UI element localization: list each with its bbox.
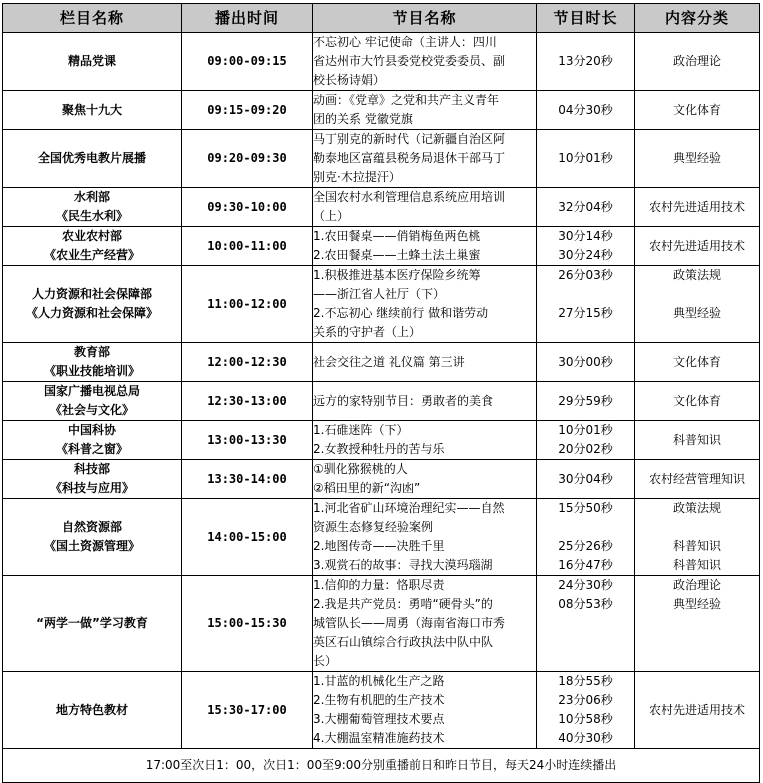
category-cell-line: 农村经营管理知识 — [648, 471, 745, 486]
column-name-cell-line: 《人力资源和社会保障》 — [25, 306, 158, 320]
category-cell — [635, 672, 760, 749]
column-name-cell — [3, 576, 182, 672]
category-cell — [635, 130, 760, 188]
program-title-cell-line: 马丁别克的新时代（记新疆自治区阿 — [313, 132, 506, 146]
duration-cell-line — [537, 614, 634, 633]
table-row — [3, 91, 760, 130]
duration-cell-line: 08分53秒 — [558, 597, 613, 611]
table-row — [3, 130, 760, 188]
table-row — [3, 460, 760, 499]
table-row — [3, 33, 760, 91]
category-cell — [635, 343, 760, 382]
duration-cell — [537, 33, 635, 91]
program-title-cell-line: 4.大棚温室精准施药技术 — [313, 731, 445, 745]
column-name-cell-line: 水利部 — [73, 190, 110, 204]
category-cell-line: 政策法规 — [672, 501, 721, 515]
column-name-cell — [3, 499, 182, 576]
duration-cell-line: 30分24秒 — [558, 248, 613, 262]
column-name-cell — [3, 382, 182, 421]
category-cell — [635, 421, 760, 460]
category-cell-line: 典型经验 — [672, 151, 721, 165]
column-name-cell-line: 《职业技能培训》 — [43, 364, 140, 378]
duration-cell-line: 20分02秒 — [558, 442, 613, 456]
column-name-cell-line: “两学一做”学习教育 — [36, 616, 148, 630]
program-title-cell-line: 1.积极推进基本医疗保险乡统筹 — [313, 268, 481, 282]
air-time-cell: 12:30-13:00 — [182, 382, 313, 421]
category-cell — [635, 91, 760, 130]
category-cell-line: 科普知识 — [672, 432, 721, 447]
air-time-cell: 11:00-12:00 — [182, 266, 313, 343]
duration-cell — [537, 130, 635, 188]
air-time-cell: 13:00-13:30 — [182, 421, 313, 460]
column-name-cell-line: 《农业生产经营》 — [43, 248, 140, 262]
category-cell-line — [635, 652, 759, 671]
category-cell-line: 科普知识 — [672, 558, 721, 572]
program-title-cell-line: 社会交往之道 礼仪篇 第三讲 — [313, 354, 465, 369]
duration-cell-line: 24分30秒 — [558, 578, 613, 592]
program-title-cell-line: 1.信仰的力量：恪职尽责 — [313, 578, 445, 592]
column-name-cell-line: 《民生水利》 — [55, 209, 128, 223]
footer-row — [3, 749, 760, 783]
duration-cell — [537, 266, 635, 343]
duration-cell-line: 10分01秒 — [558, 423, 613, 437]
air-time-cell: 09:15-09:20 — [182, 91, 313, 130]
category-cell-line — [635, 633, 759, 652]
table-row — [3, 227, 760, 266]
header-row — [3, 4, 760, 33]
duration-cell — [537, 576, 635, 672]
schedule-sheet — [2, 3, 760, 783]
program-title-cell-line: ——浙江省人社厅（下） — [313, 287, 446, 301]
category-cell-line: 政治理论 — [672, 578, 721, 592]
category-cell-line — [635, 285, 759, 304]
duration-cell-line: 27分15秒 — [558, 306, 613, 320]
duration-cell-line: 15分50秒 — [558, 501, 613, 515]
category-cell-line: 文化体育 — [672, 393, 721, 408]
category-cell-line — [635, 614, 759, 633]
column-name-cell — [3, 343, 182, 382]
category-cell — [635, 266, 760, 343]
program-title-cell-line: 2.女教授种牡丹的苦与乐 — [313, 442, 445, 456]
table-row — [3, 576, 760, 672]
column-name-cell — [3, 91, 182, 130]
duration-cell-line: 13分20秒 — [558, 54, 613, 68]
air-time-cell: 13:30-14:00 — [182, 460, 313, 499]
table-row — [3, 343, 760, 382]
air-time-cell: 15:00-15:30 — [182, 576, 313, 672]
program-title-cell-line: 2.不忘初心 继续前行 做和谐劳动 — [313, 306, 489, 320]
category-cell-line: 科普知识 — [672, 539, 721, 553]
column-name-cell-line: 中国科协 — [67, 423, 116, 437]
program-title-cell-line: 2.我是共产党员：勇啃“硬骨头”的 — [313, 597, 493, 611]
program-title-cell-line: 3.观赏石的故事：寻找大漠玛瑙湖 — [313, 558, 493, 572]
program-title-cell-line: 远方的家特别节目：勇敢者的美食 — [313, 393, 494, 408]
program-title-cell-line: 长） — [313, 654, 338, 668]
column-name-cell-line: 农业农村部 — [61, 229, 122, 243]
schedule-body — [3, 33, 760, 749]
duration-cell-line: 25分26秒 — [558, 539, 613, 553]
program-title-cell-line: 3.大棚葡萄管理技术要点 — [313, 712, 445, 726]
program-title-cell-line: 英区石山镇综合行政执法中队中队 — [313, 635, 494, 649]
category-cell — [635, 499, 760, 576]
duration-cell-line — [537, 285, 634, 304]
column-name-cell-line: 国家广播电视总局 — [43, 384, 140, 398]
category-cell-line: 典型经验 — [672, 597, 721, 611]
category-cell-line: 文化体育 — [672, 354, 721, 369]
column-name-cell-line: 《科技与应用》 — [49, 481, 134, 495]
column-name-cell — [3, 188, 182, 227]
air-time-cell: 15:30-17:00 — [182, 672, 313, 749]
duration-cell-line — [537, 633, 634, 652]
program-title-cell — [313, 266, 537, 343]
duration-cell — [537, 227, 635, 266]
program-title-cell-line: 勒泰地区富蕴县税务局退休干部马丁 — [313, 151, 506, 165]
program-title-cell — [313, 576, 537, 672]
program-title-cell-line: 别克·木拉提汗） — [313, 170, 401, 184]
program-title-cell — [313, 499, 537, 576]
program-title-cell — [313, 227, 537, 266]
duration-cell-line: 40分30秒 — [558, 731, 613, 745]
duration-cell-line — [537, 518, 634, 537]
table-row — [3, 266, 760, 343]
program-title-cell — [313, 33, 537, 91]
program-title-cell — [313, 343, 537, 382]
header-column-name: 栏目名称 — [3, 4, 182, 33]
program-title-cell-line: ①驯化猕猴桃的人 — [313, 462, 408, 476]
column-name-cell — [3, 672, 182, 749]
column-name-cell-line: 科技部 — [73, 462, 110, 476]
column-name-cell-line: 人力资源和社会保障部 — [31, 287, 152, 301]
category-cell-line: 政治理论 — [672, 54, 721, 68]
program-title-cell — [313, 188, 537, 227]
column-name-cell — [3, 33, 182, 91]
program-title-cell — [313, 672, 537, 749]
program-title-cell-line: 全国农村水利管理信息系统应用培训 — [313, 190, 506, 204]
column-name-cell-line: 聚焦十九大 — [61, 102, 122, 117]
duration-cell-line: 16分47秒 — [558, 558, 613, 572]
duration-cell — [537, 499, 635, 576]
program-title-cell-line: 资源生态修复经验案例 — [313, 520, 434, 534]
program-title-cell-line: 省达州市大竹县委党校党委委员、副 — [313, 54, 506, 68]
duration-cell-line: 30分00秒 — [558, 354, 613, 369]
program-title-cell-line: 1.河北省矿山环境治理纪实——自然 — [313, 501, 505, 515]
column-name-cell-line: 全国优秀电教片展播 — [37, 151, 146, 165]
category-cell-line: 政策法规 — [672, 268, 721, 282]
duration-cell-line: 30分14秒 — [558, 229, 613, 243]
program-title-cell — [313, 130, 537, 188]
duration-cell-line: 23分06秒 — [558, 693, 613, 707]
duration-cell-line: 10分01秒 — [558, 151, 613, 165]
category-cell-line — [635, 518, 759, 537]
column-name-cell-line: 教育部 — [73, 345, 110, 359]
duration-cell-line: 30分04秒 — [558, 471, 613, 486]
table-row — [3, 188, 760, 227]
column-name-cell — [3, 421, 182, 460]
duration-cell-line — [537, 652, 634, 671]
column-name-cell — [3, 227, 182, 266]
header-air-time: 播出时间 — [182, 4, 313, 33]
air-time-cell: 09:00-09:15 — [182, 33, 313, 91]
column-name-cell-line: 《科普之窗》 — [55, 442, 128, 456]
duration-cell — [537, 672, 635, 749]
program-title-cell-line: 团的关系 党徽党旗 — [313, 112, 413, 126]
table-row — [3, 499, 760, 576]
air-time-cell: 12:00-12:30 — [182, 343, 313, 382]
duration-cell-line: 10分58秒 — [558, 712, 613, 726]
program-title-cell-line: 1.甘蓝的机械化生产之路 — [313, 674, 445, 688]
air-time-cell: 09:20-09:30 — [182, 130, 313, 188]
header-duration: 节目时长 — [537, 4, 635, 33]
schedule-table — [2, 3, 760, 783]
column-name-cell-line: 地方特色教材 — [55, 702, 128, 717]
duration-cell — [537, 188, 635, 227]
category-cell-line: 典型经验 — [672, 306, 721, 320]
duration-cell — [537, 382, 635, 421]
air-time-cell: 09:30-10:00 — [182, 188, 313, 227]
category-cell-line — [635, 323, 759, 342]
category-cell-line: 文化体育 — [672, 102, 721, 117]
program-title-cell — [313, 382, 537, 421]
category-cell-line: 农村先进适用技术 — [648, 199, 745, 214]
column-name-cell-line: 精品党课 — [67, 54, 116, 68]
rebroadcast-note: 17:00至次日1：00，次日1：00至9:00分别重播前日和昨日节目，每天24小时连续播出 — [3, 749, 760, 783]
category-cell — [635, 227, 760, 266]
program-title-cell-line: 1.农田餐桌——俏销梅鱼两色桃 — [313, 229, 481, 243]
air-time-cell: 10:00-11:00 — [182, 227, 313, 266]
column-name-cell-line: 《国土资源管理》 — [43, 539, 140, 553]
duration-cell — [537, 421, 635, 460]
program-title-cell-line: 2.生物有机肥的生产技术 — [313, 693, 445, 707]
table-row — [3, 382, 760, 421]
air-time-cell: 14:00-15:00 — [182, 499, 313, 576]
duration-cell-line: 18分55秒 — [558, 674, 613, 688]
category-cell — [635, 382, 760, 421]
program-title-cell — [313, 460, 537, 499]
program-title-cell-line: ②稻田里的新“沟凼” — [313, 481, 421, 495]
program-title-cell — [313, 91, 537, 130]
header-category: 内容分类 — [635, 4, 760, 33]
category-cell — [635, 576, 760, 672]
duration-cell — [537, 91, 635, 130]
category-cell-line: 农村先进适用技术 — [648, 238, 745, 253]
duration-cell-line: 04分30秒 — [558, 102, 613, 117]
duration-cell-line: 32分04秒 — [558, 199, 613, 214]
program-title-cell-line: 关系的守护者（上） — [313, 325, 422, 339]
category-cell — [635, 188, 760, 227]
program-title-cell-line: 动画：《党章》之党和共产主义青年 — [313, 93, 500, 107]
program-title-cell-line: 1.石碓迷阵（下） — [313, 423, 409, 437]
duration-cell-line — [537, 323, 634, 342]
duration-cell-line: 29分59秒 — [558, 393, 613, 408]
category-cell — [635, 33, 760, 91]
column-name-cell — [3, 130, 182, 188]
program-title-cell — [313, 421, 537, 460]
program-title-cell-line: 不忘初心 牢记使命（主讲人：四川 — [313, 35, 497, 49]
program-title-cell-line: （上） — [313, 209, 350, 223]
header-program-title: 节目名称 — [313, 4, 537, 33]
duration-cell — [537, 460, 635, 499]
table-row — [3, 672, 760, 749]
duration-cell-line: 26分03秒 — [558, 268, 613, 282]
category-cell — [635, 460, 760, 499]
category-cell-line: 农村先进适用技术 — [648, 702, 745, 717]
duration-cell — [537, 343, 635, 382]
program-title-cell-line: 校长杨诗娟） — [313, 73, 386, 87]
program-title-cell-line: 2.地图传奇——决胜千里 — [313, 539, 445, 553]
column-name-cell-line: 自然资源部 — [61, 520, 122, 534]
column-name-cell — [3, 266, 182, 343]
column-name-cell-line: 《社会与文化》 — [49, 403, 134, 417]
table-row — [3, 421, 760, 460]
column-name-cell — [3, 460, 182, 499]
program-title-cell-line: 城管队长——周勇（海南省海口市秀 — [313, 616, 506, 630]
program-title-cell-line: 2.农田餐桌——土蜂土法土巢蜜 — [313, 248, 481, 262]
